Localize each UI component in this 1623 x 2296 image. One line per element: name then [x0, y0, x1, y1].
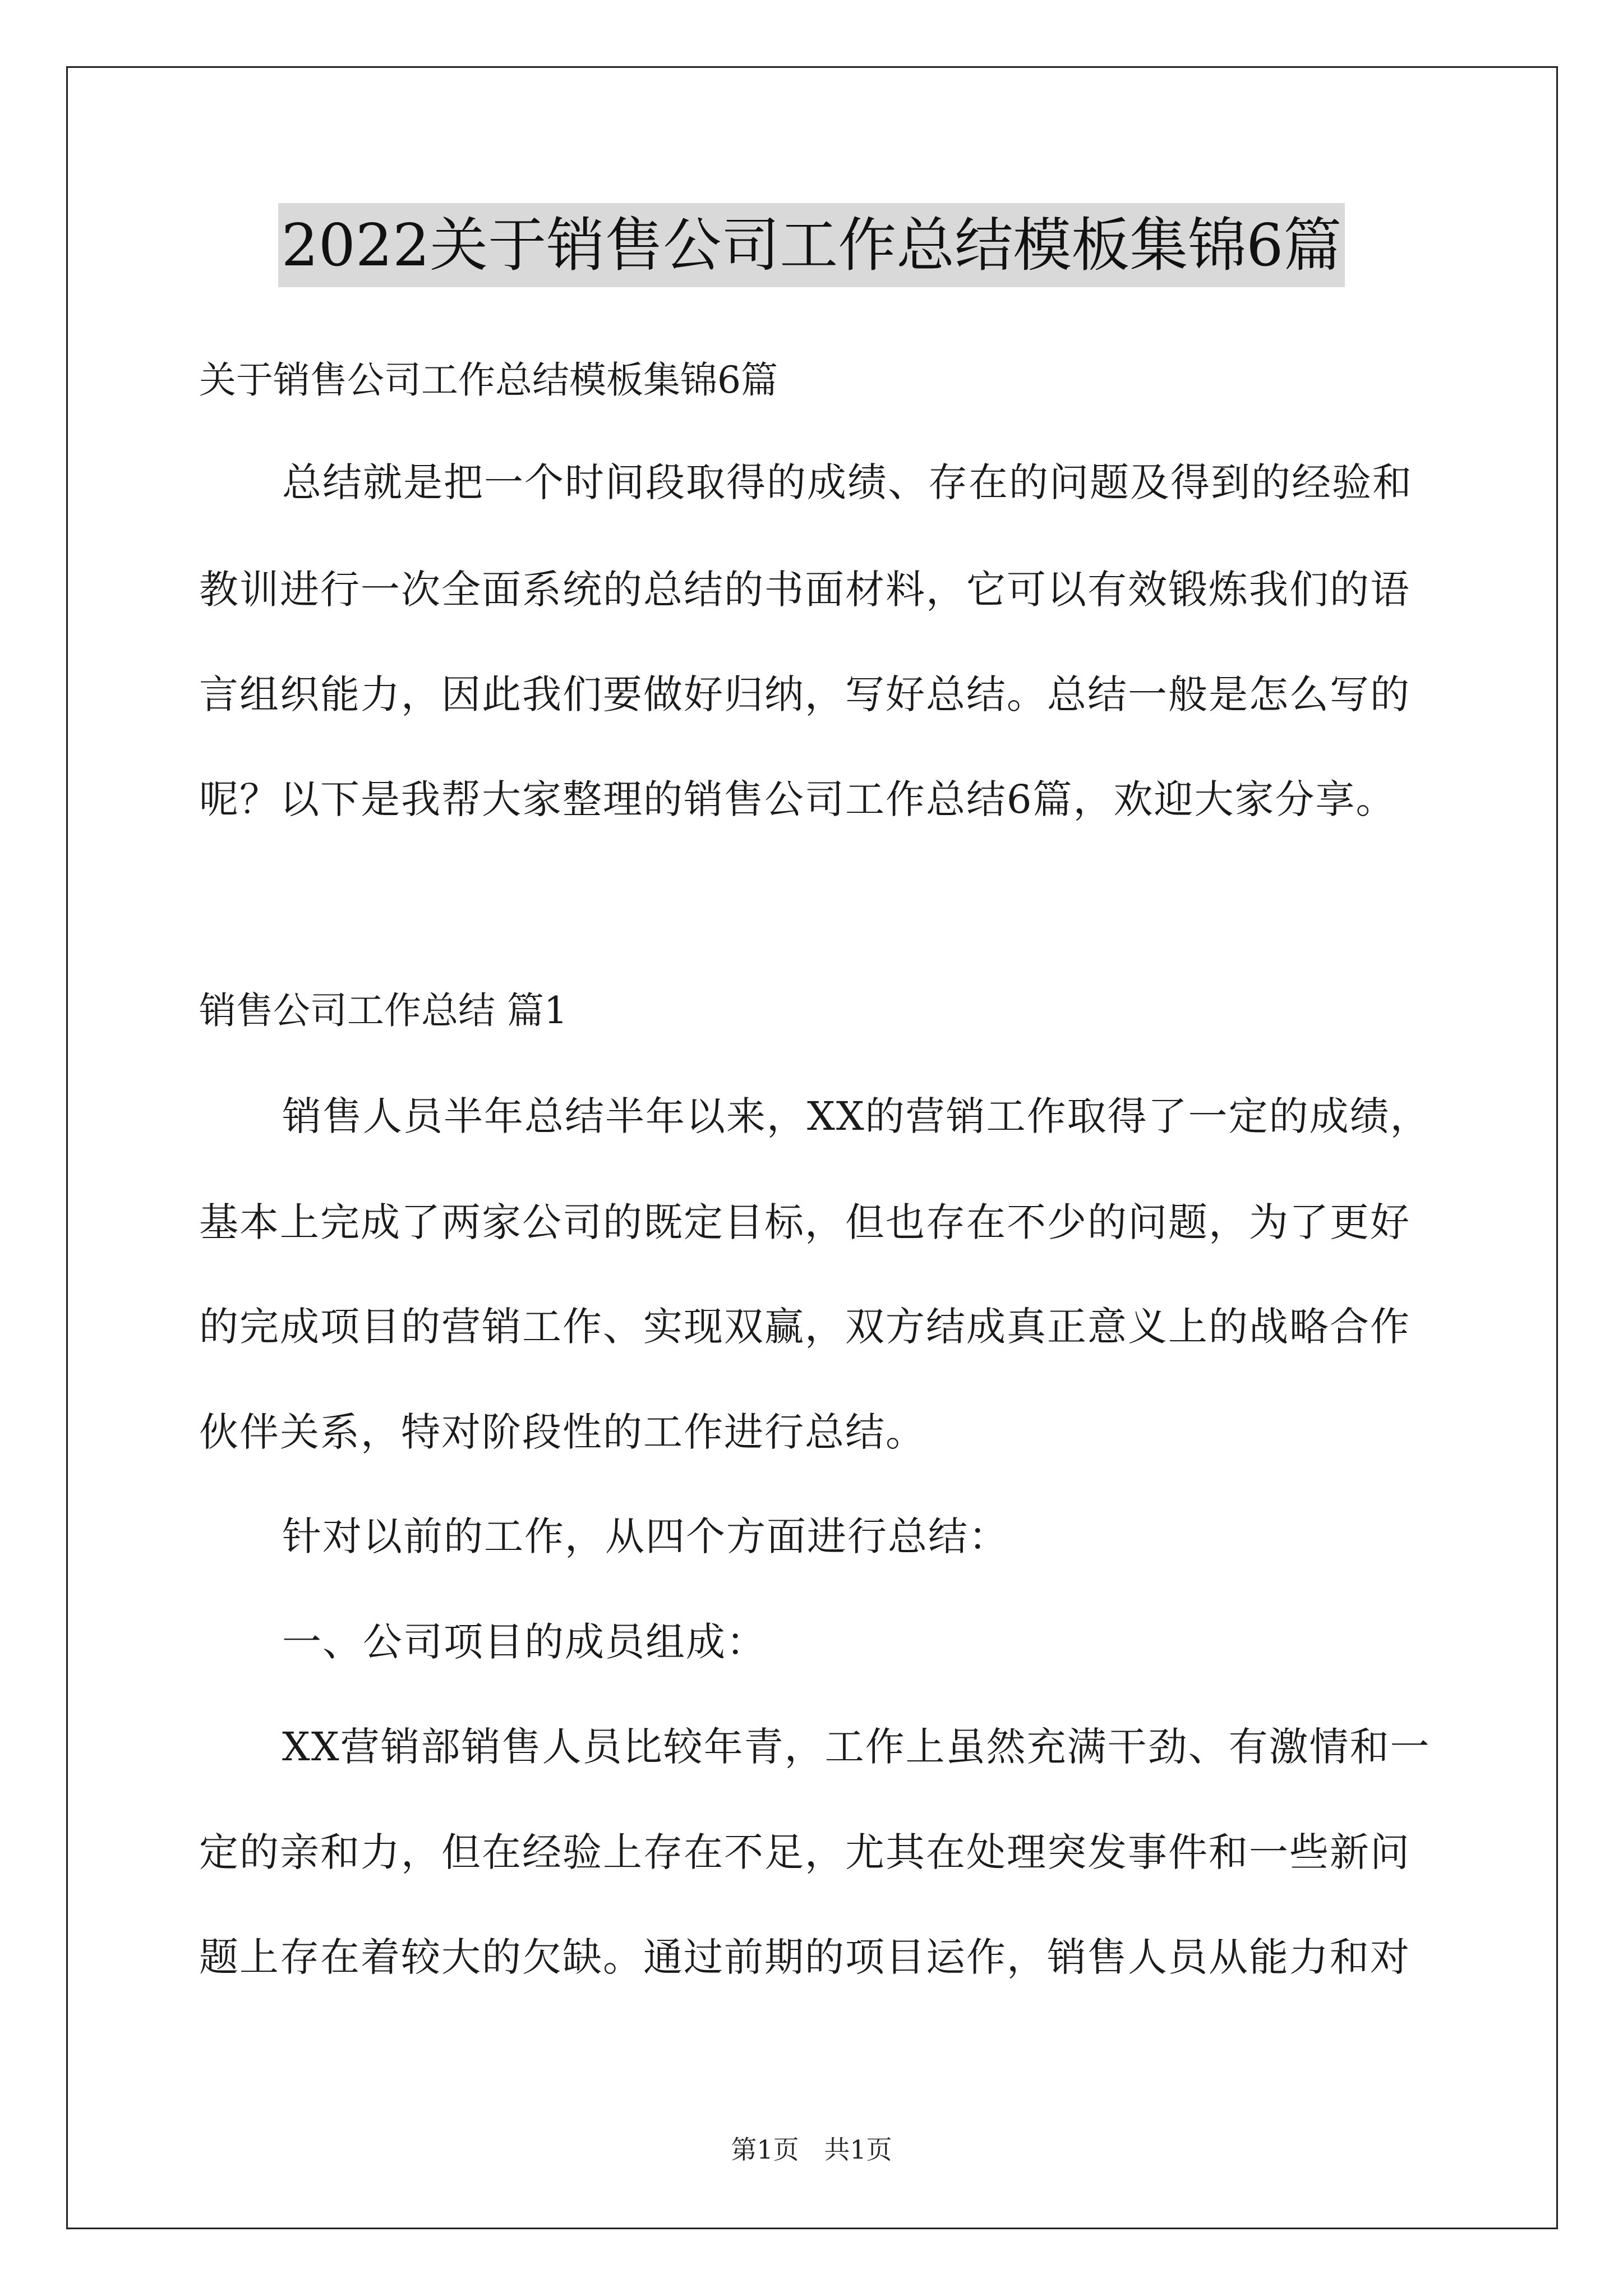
- page-footer: [0, 2133, 1623, 2166]
- intro-line-1: 总结就是把一个时间段取得的成绩、存在的问题及得到的经验和: [282, 459, 1413, 505]
- document-title: 2022关于销售公司工作总结模板集锦6篇: [278, 203, 1345, 287]
- page-total: 共1页: [824, 2134, 892, 2165]
- intro-line-4: 呢？以下是我帮大家整理的销售公司工作总结6篇，欢迎大家分享。: [199, 776, 1396, 822]
- section-line-4: 伙伴关系，特对阶段性的工作进行总结。: [199, 1409, 926, 1455]
- intro-line-3: 言组织能力，因此我们要做好归纳，写好总结。总结一般是怎么写的: [199, 671, 1410, 717]
- section-line-7: XX营销部销售人员比较年青，工作上虽然充满干劲、有激情和一: [282, 1724, 1431, 1770]
- section-line-9: 题上存在着较大的欠缺。通过前期的项目运作，销售人员从能力和对: [199, 1934, 1410, 1980]
- section-line-3: 的完成项目的营销工作、实现双赢，双方结成真正意义上的战略合作: [199, 1304, 1410, 1350]
- page-number: 第1页: [731, 2134, 799, 2165]
- document-subtitle: 关于销售公司工作总结模板集锦6篇: [199, 358, 778, 402]
- section-line-1: 销售人员半年总结半年以来，XX的营销工作取得了一定的成绩，: [282, 1093, 1431, 1139]
- title-container: [0, 203, 1623, 287]
- section-line-6: 一、公司项目的成员组成：: [282, 1619, 767, 1665]
- section-line-8: 定的亲和力，但在经验上存在不足，尤其在处理突发事件和一些新问: [199, 1829, 1410, 1875]
- section-line-5: 针对以前的工作，从四个方面进行总结：: [282, 1513, 1009, 1559]
- section-line-2: 基本上完成了两家公司的既定目标，但也存在不少的问题，为了更好: [199, 1199, 1410, 1245]
- intro-line-2: 教训进行一次全面系统的总结的书面材料，它可以有效锻炼我们的语: [199, 567, 1410, 613]
- section-heading: 销售公司工作总结 篇1: [199, 989, 568, 1032]
